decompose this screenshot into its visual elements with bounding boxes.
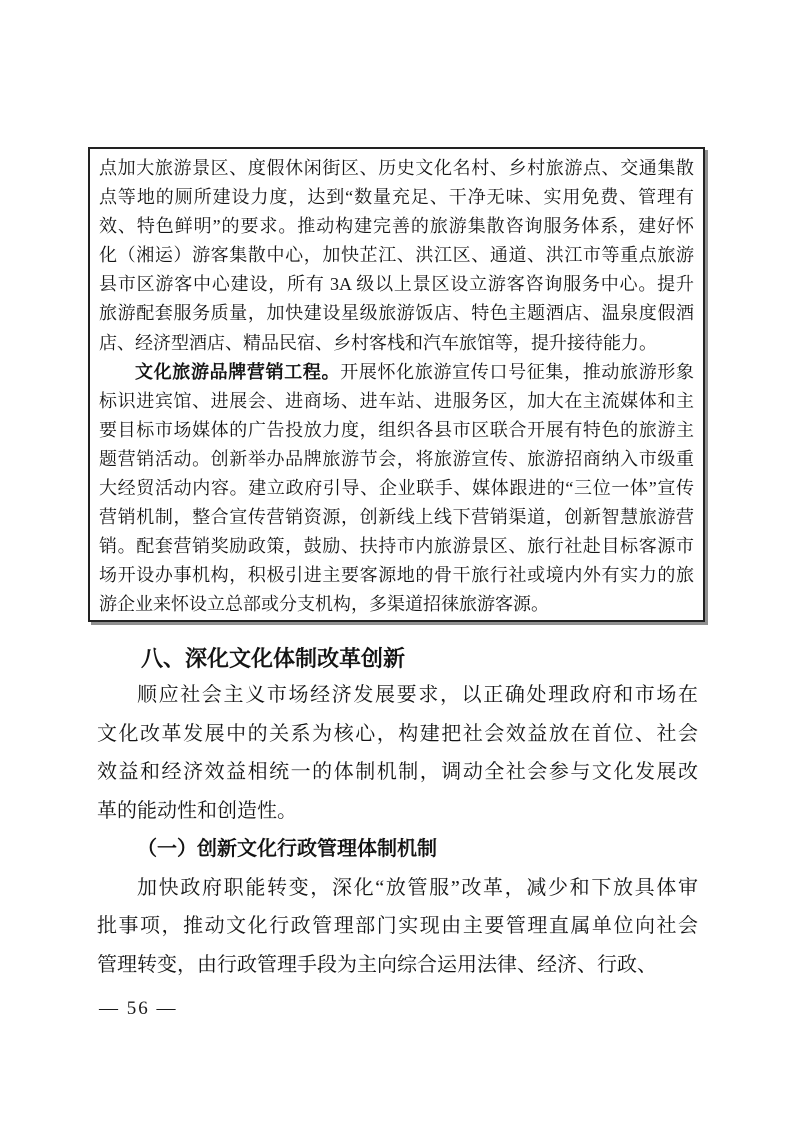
section-heading: 八、深化文化体制改革创新 [141, 646, 406, 671]
text-line: 旅游配套服务质量，加快建设星级旅游饭店、特色主题酒店、温泉度假酒 [99, 303, 694, 324]
text-line: 标识进宾馆、进展会、进商场、进车站、进服务区，加大在主流媒体和主 [99, 390, 694, 411]
text-line: 要目标市场媒体的广告投放力度，组织各县市区联合开展有特色的旅游主 [99, 419, 694, 440]
text-line [99, 358, 694, 387]
text-line: 店、经济型酒店、精品民宿、乡村客栈和汽车旅馆等，提升接待能力。 [99, 332, 657, 353]
text-line: 游企业来怀设立总部或分支机构，多渠道招徕旅游客源。 [99, 594, 549, 615]
subsection-heading: （一）创新文化行政管理体制机制 [137, 838, 437, 860]
paragraph-lead-bold: 文化旅游品牌营销工程。 [135, 361, 341, 382]
text-line: 销。配套营销奖励政策，鼓励、扶持市内旅游景区、旅行社赴目标客源市 [99, 536, 694, 557]
text-line: 场开设办事机构，积极引进主要客源地的骨干旅行社或境内外有实力的旅 [99, 565, 694, 586]
text-line: 点等地的厕所建设力度，达到“数量充足、干净无味、实用免费、管理有 [99, 187, 694, 208]
text-line: 加快政府职能转变，深化“放管服”改革，减少和下放具体审 [137, 876, 698, 899]
boxed-text-section [88, 147, 705, 622]
text-line: 题营销活动。创新举办品牌旅游节会，将旅游宣传、旅游招商纳入市级重 [99, 448, 694, 469]
text-line: 化（湘运）游客集散中心，加快芷江、洪江区、通道、洪江市等重点旅游 [99, 245, 694, 266]
text-line: 营销机制，整合宣传营销资源，创新线上线下营销渠道，创新智慧旅游营 [99, 507, 694, 528]
main-text-section [97, 642, 698, 984]
paragraph-lead-rest: 开展怀化旅游宣传口号征集，推动旅游形象 [340, 361, 694, 382]
page-number: — 56 — [99, 998, 178, 1019]
text-line: 顺应社会主义市场经济发展要求，以正确处理政府和市场在 [137, 684, 698, 706]
text-line: 效益和经济效益相统一的体制机制，调动全社会参与文化发展改 [97, 761, 698, 783]
text-line: 点加大旅游景区、度假休闲街区、历史文化名村、乡村旅游点、交通集散 [99, 158, 694, 178]
text-line: 效、特色鲜明”的要求。推动构建完善的旅游集散咨询服务体系，建好怀 [99, 216, 694, 237]
text-line: 管理转变，由行政管理手段为主向综合运用法律、经济、行政、 [97, 953, 657, 976]
text-line: 大经贸活动内容。建立政府引导、企业联手、媒体跟进的“三位一体”宣传 [99, 478, 694, 499]
text-line: 县市区游客中心建设，所有 3A 级以上景区设立游客咨询服务中心。提升 [99, 274, 694, 295]
text-line: 文化改革发展中的关系为核心，构建把社会效益放在首位、社会 [97, 722, 698, 745]
text-line: 批事项，推动文化行政管理部门实现由主要管理直属单位向社会 [97, 915, 698, 937]
text-line: 革的能动性和创造性。 [97, 799, 297, 822]
